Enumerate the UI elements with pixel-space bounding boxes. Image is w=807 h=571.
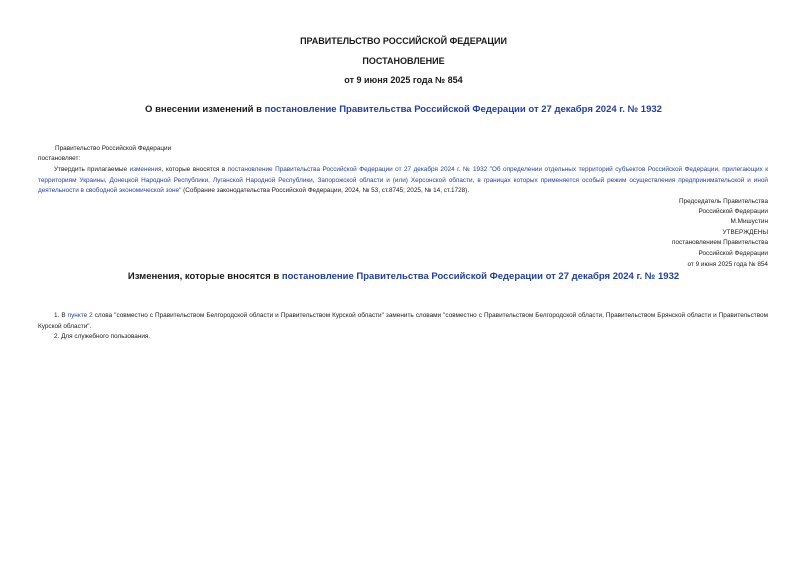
document-type: ПОСТАНОВЛЕНИЕ	[362, 56, 445, 66]
changes-title-link[interactable]: постановление Правительства Российской Федерации от 27 декабря 2024 г. № 1932	[281, 271, 680, 282]
item1-text-b: слова "совместно с Правительством Белгородской области и Правительством Курской области" заменить словами "совместно с Правительством Белгородской области, Правительством Брянской области и Правительством Курской области".	[38, 312, 768, 330]
decree-1932-link[interactable]: постановление Правительства Российской Федерации от 27 декабря 2024 г. № 1932 "Об определении отдельных территорий субъектов Российской Федерации, прилегающих к территориям Украины, Донецкой Народной Республики, Луганской Народной Республики, Запорожской области и (или) Херсонской области, в границах которых применяется особый режим осуществления предпринимательской и иной деятельности в свободной экономической зоне"	[38, 166, 768, 194]
document-title	[0, 104, 807, 115]
p1-text-c: (Собрание законодательства Российской Федерации, 2024, № 53, ст.8745; 2025, № 14, ст.1728).	[181, 187, 470, 194]
changes-title	[0, 271, 807, 282]
signature-name: М.Мишустин	[730, 218, 768, 225]
point-2-link[interactable]: пункте 2	[67, 312, 93, 319]
p1-text-a: Утвердить прилагаемые	[54, 166, 130, 173]
decree-paragraph	[38, 165, 768, 197]
change-item-1	[38, 311, 768, 332]
changes-link[interactable]: изменения	[129, 166, 162, 173]
approval-stamp: УТВЕРЖДЕНЫ	[722, 229, 768, 236]
document-date-number: от 9 июня 2025 года № 854	[344, 75, 463, 85]
signature-position-2: Российской Федерации	[698, 208, 768, 215]
item1-text-a: 1. В	[54, 312, 68, 319]
p1-text-b: , которые вносятся в	[161, 166, 228, 173]
approval-by-2: Российской Федерации	[698, 250, 768, 257]
decrees: постановляет:	[38, 155, 81, 162]
title-prefix: О внесении изменений в	[145, 104, 265, 115]
approval-date: от 9 июня 2025 года № 854	[687, 261, 768, 268]
signature-position-1: Председатель Правительства	[679, 198, 768, 205]
change-item-2: 2. Для служебного пользования.	[54, 333, 151, 340]
changes-title-prefix: Изменения, которые вносятся в	[127, 271, 282, 282]
title-link[interactable]: постановление Правительства Российской Федерации от 27 декабря 2024 г. № 1932	[264, 104, 662, 115]
government-name: ПРАВИТЕЛЬСТВО РОССИЙСКОЙ ФЕДЕРАЦИИ	[300, 36, 507, 46]
approval-by-1: постановлением Правительства	[672, 239, 768, 246]
issuer: Правительство Российской Федерации	[55, 145, 172, 152]
